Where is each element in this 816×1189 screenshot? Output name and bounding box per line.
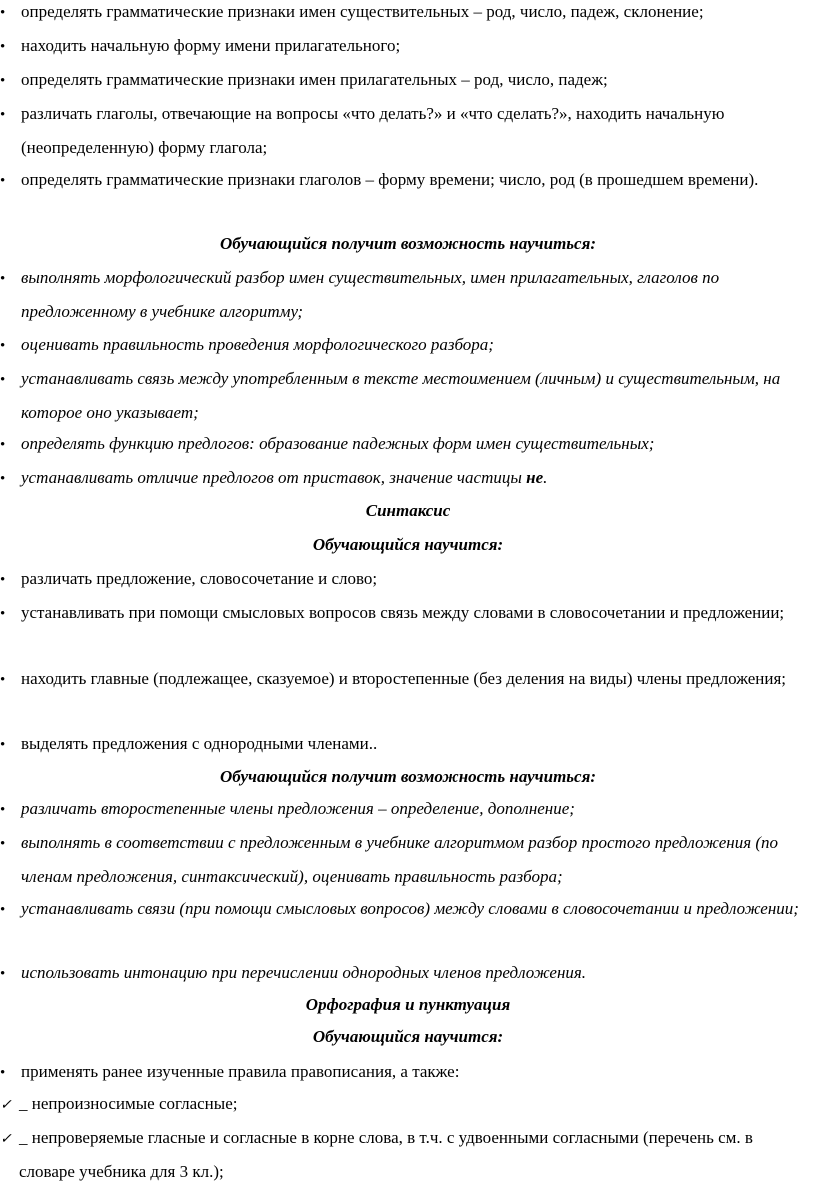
list-item xyxy=(0,562,810,596)
section-heading: Обучающийся получит возможность научиться: xyxy=(219,234,597,253)
list-item-text: определять грамматические признаки имен существительных – род, число, падеж, склонение; xyxy=(21,2,704,21)
list-item-text: устанавливать связь между употребленным в тексте местоимением (личным) и существительным, на которое оно указывает; xyxy=(21,369,781,422)
list-item-text: различать предложение, словосочетание и слово; xyxy=(21,569,378,588)
list-item-text: устанавливать при помощи смысловых вопросов связь между словами в словосочетании и предложении; xyxy=(21,603,785,622)
list-item-text: определять грамматические признаки имен прилагательных – род, число, падеж; xyxy=(21,70,608,89)
list-item xyxy=(0,427,810,461)
list-item xyxy=(0,163,810,197)
bullet-icon xyxy=(0,328,5,363)
list-item xyxy=(0,826,810,894)
list-item xyxy=(0,662,810,696)
list-item xyxy=(0,727,810,761)
checkmark-icon xyxy=(0,1087,12,1123)
bullet-icon xyxy=(0,97,5,132)
list-item-text: различать второстепенные члены предложения – определение, дополнение; xyxy=(21,799,575,818)
list-item xyxy=(0,956,810,990)
bullet-icon xyxy=(0,0,5,30)
list-item xyxy=(0,29,810,63)
section-heading: Обучающийся научится: xyxy=(312,535,504,554)
list-item xyxy=(0,892,810,926)
list-item-text: применять ранее изученные правила правописания, а также: xyxy=(21,1062,460,1081)
bullet-icon xyxy=(0,163,5,198)
list-item-text: оценивать правильность проведения морфологического разбора; xyxy=(21,335,494,354)
section-title-orthography: Орфография и пунктуация xyxy=(305,995,511,1014)
bullet-icon xyxy=(0,362,5,397)
list-item-text: устанавливать связи (при помощи смысловых вопросов) между словами в словосочетании и предложении; xyxy=(21,899,799,918)
bullet-icon xyxy=(0,29,5,64)
list-item-text: выделять предложения с однородными членами.. xyxy=(21,734,378,753)
list-item-text: _ непроизносимые согласные; xyxy=(19,1094,238,1113)
bullet-icon xyxy=(0,261,5,296)
list-item xyxy=(0,792,810,826)
section-heading: Обучающийся научится: xyxy=(312,1027,504,1046)
list-item-text-prefix: устанавливать отличие предлогов от приставок, значение частицы xyxy=(21,468,527,487)
list-item xyxy=(0,1121,810,1189)
bullet-icon xyxy=(0,727,5,762)
bullet-icon xyxy=(0,956,5,991)
bullet-icon xyxy=(0,826,5,861)
list-item-text: находить начальную форму имени прилагательного; xyxy=(21,36,401,55)
list-item-text: различать глаголы, отвечающие на вопросы «что делать?» и «что сделать?», находить начальную (неопределенную) форму глагола; xyxy=(21,104,725,157)
list-item-text: выполнять в соответствии с предложенным в учебнике алгоритмом разбор простого предложения (по членам предложения, синтаксический), оценивать правильность разбора; xyxy=(21,833,779,886)
list-item-text-suffix: . xyxy=(543,468,548,487)
list-item-text: определять функцию предлогов: образование падежных форм имен существительных; xyxy=(21,434,655,453)
list-item-text: определять грамматические признаки глаголов – форму времени; число, род (в прошедшем времени). xyxy=(21,170,759,189)
bullet-icon xyxy=(0,562,5,597)
list-item-text: выполнять морфологический разбор имен существительных, имен прилагательных, глаголов по предложенному в учебнике алгоритму; xyxy=(21,268,720,321)
bullet-icon xyxy=(0,427,5,462)
section-heading: Обучающийся получит возможность научиться: xyxy=(219,767,597,786)
bullet-icon xyxy=(0,63,5,98)
list-item xyxy=(0,1087,810,1121)
list-item xyxy=(0,461,810,495)
list-item xyxy=(0,97,810,165)
list-item-text: использовать интонацию при перечислении однородных членов предложения. xyxy=(21,963,587,982)
section-title-syntax: Синтаксис xyxy=(365,501,451,520)
list-item xyxy=(0,328,810,362)
particle-ne: не xyxy=(526,468,544,487)
list-item xyxy=(0,1055,810,1089)
list-item xyxy=(0,362,810,430)
list-item-text xyxy=(0,461,810,495)
list-item xyxy=(0,596,810,630)
list-item-text: _ непроверяемые гласные и согласные в корне слова, в т.ч. с удвоенными согласными (перечень см. в словаре учебника для 3 кл.); xyxy=(19,1128,753,1181)
list-item xyxy=(0,63,810,97)
list-item xyxy=(0,0,810,29)
list-item-text: находить главные (подлежащее, сказуемое) и второстепенные (без деления на виды) члены предложения; xyxy=(21,669,787,688)
bullet-icon xyxy=(0,461,5,496)
list-item xyxy=(0,261,810,329)
bullet-icon xyxy=(0,596,5,631)
bullet-icon xyxy=(0,892,5,927)
checkmark-icon xyxy=(0,1121,12,1157)
bullet-icon xyxy=(0,1055,5,1090)
bullet-icon xyxy=(0,792,5,827)
bullet-icon xyxy=(0,662,5,697)
